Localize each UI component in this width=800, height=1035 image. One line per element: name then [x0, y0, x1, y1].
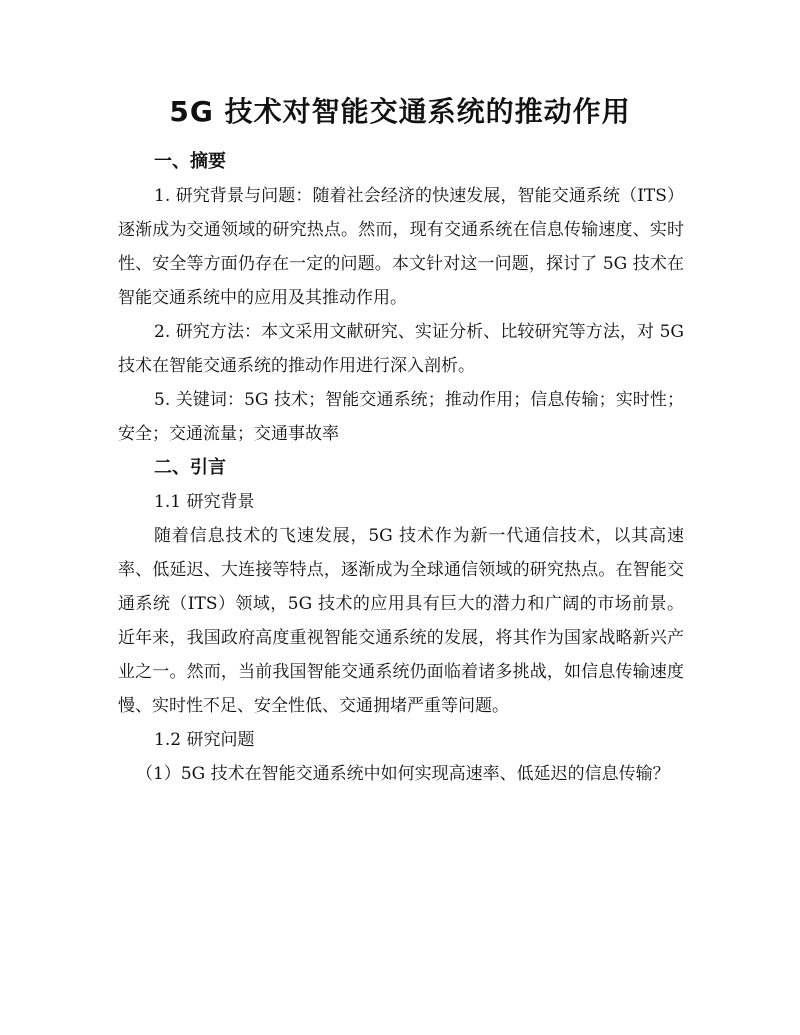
abstract-paragraph-keywords: 5. 关键词：5G 技术；智能交通系统；推动作用；信息传输；实时性；安全；交通流量；交通事故率 — [118, 390, 684, 444]
research-question-1: （1）5G 技术在智能交通系统中如何实现高速率、低延迟的信息传输？ — [136, 764, 670, 784]
abstract-paragraph-background: 1. 研究背景与问题：随着社会经济的快速发展，智能交通系统（ITS）逐渐成为交通领域的研究热点。然而，现有交通系统在信息传输速度、实时性、安全等方面仍存在一定的问题。本文针对这一问题，探讨了 5G 技术在智能交通系统中的应用及其推动作用。 — [118, 186, 684, 308]
section-heading-abstract: 一、摘要 — [154, 151, 226, 172]
subsection-heading-questions: 1.2 研究问题 — [154, 730, 255, 750]
abstract-paragraph-methods: 2. 研究方法：本文采用文献研究、实证分析、比较研究等方法，对 5G 技术在智能交通系统的推动作用进行深入剖析。 — [118, 322, 684, 376]
introduction-paragraph-background: 随着信息技术的飞速发展，5G 技术作为新一代通信技术，以其高速率、低延迟、大连接等特点，逐渐成为全球通信领域的研究热点。在智能交通系统（ITS）领域，5G 技术的应用具有巨大的潜力和广阔的市场前景。近年来，我国政府高度重视智能交通系统的发展，将其作为国家战略新兴产业之一。然而，当前我国智能交通系统仍面临着诸多挑战，如信息传输速度慢、实时性不足、安全性低、交通拥堵严重等问题。 — [118, 526, 684, 716]
subsection-heading-background: 1.1 研究背景 — [154, 492, 255, 512]
section-heading-introduction: 二、引言 — [154, 457, 226, 478]
document-body — [118, 145, 684, 791]
document-title: 5G 技术对智能交通系统的推动作用 — [169, 95, 631, 128]
